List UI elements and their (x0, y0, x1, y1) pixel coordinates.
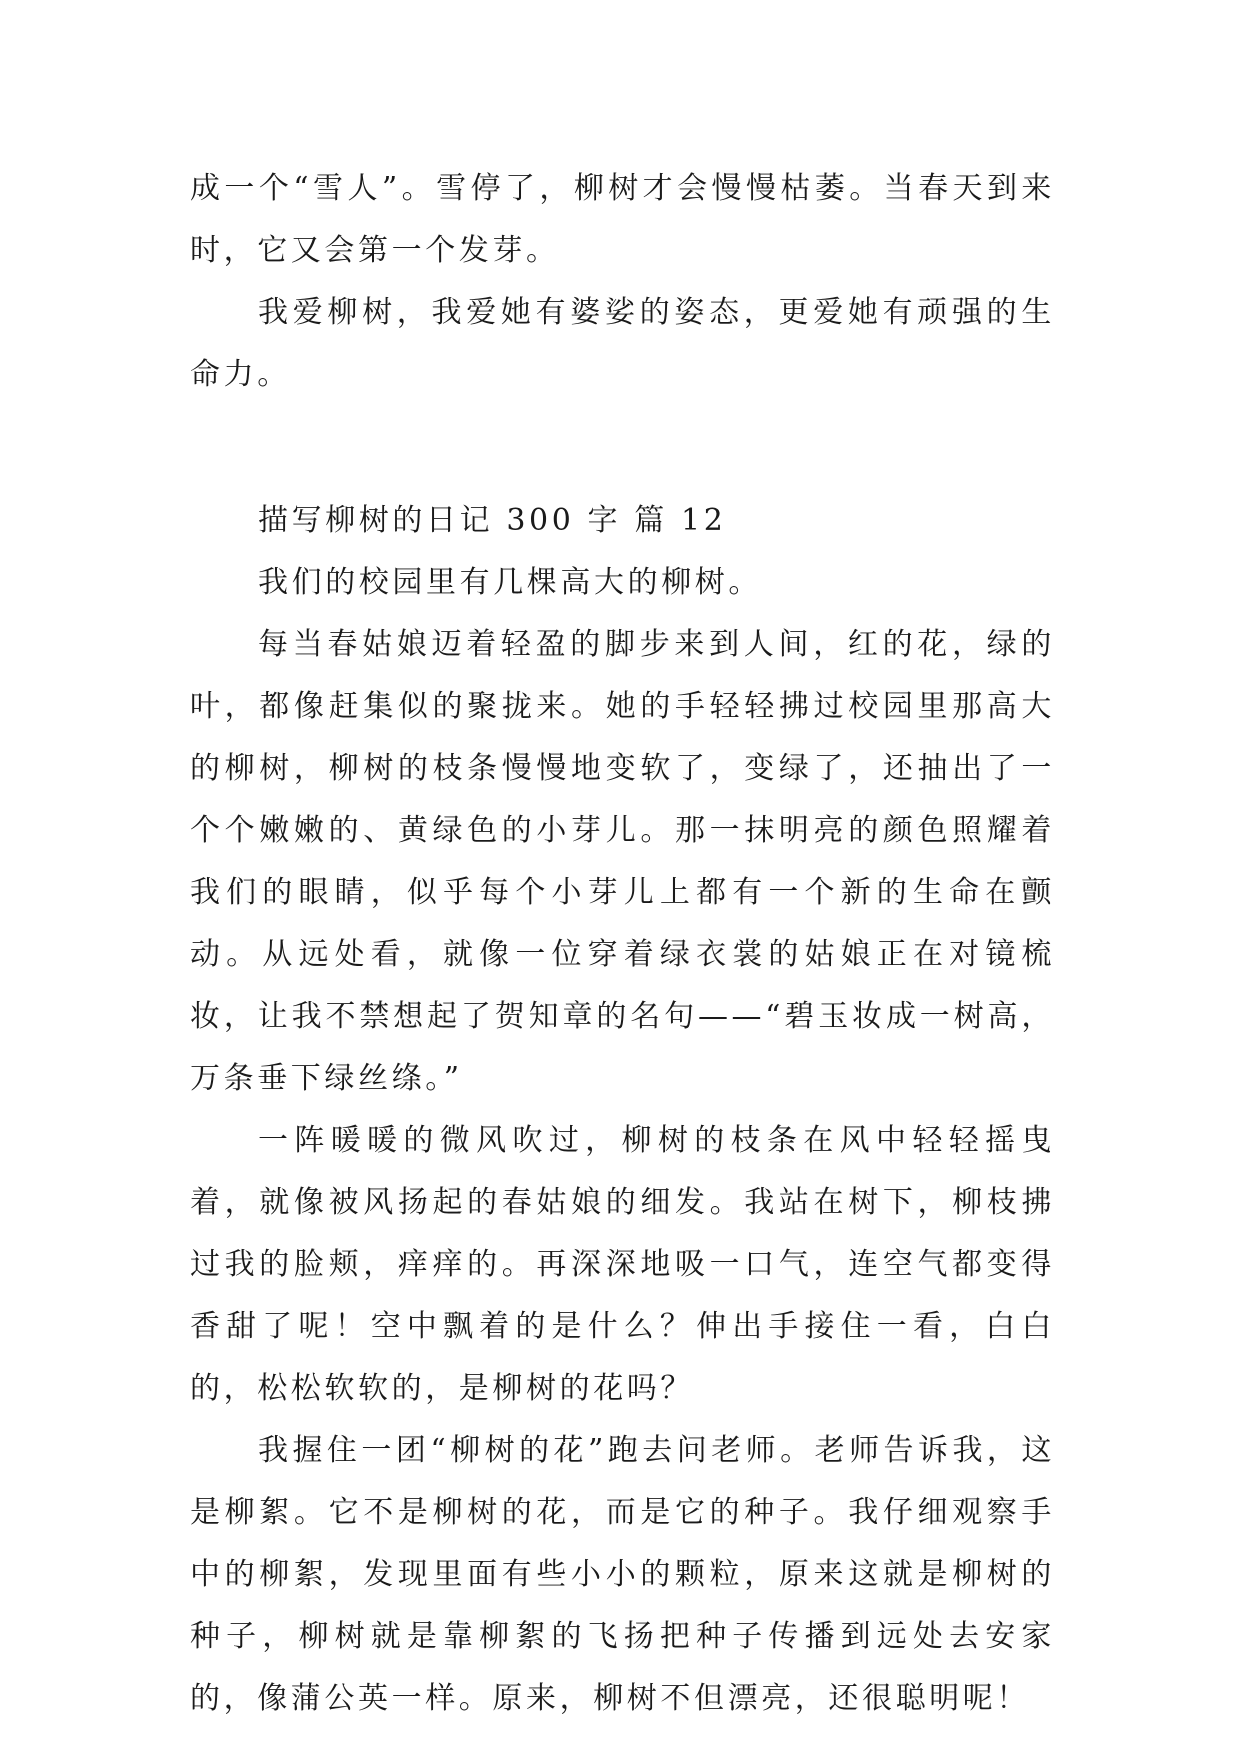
paragraph-continued: 成一个“雪人”。雪停了，柳树才会慢慢枯萎。当春天到来时，它又会第一个发芽。 (190, 171, 1055, 268)
paragraph-intro: 我们的校园里有几棵高大的柳树。 (258, 565, 762, 600)
paragraph-catkins: 我握住一团“柳树的花”跑去问老师。老师告诉我，这是柳絮。它不是柳树的花，而是它的种子。我仔细观察手中的柳絮，发现里面有些小小的颗粒，原来这就是柳树的种子，柳树就是靠柳絮的飞扬把种子传播到远处去安家的，像蒲公英一样。原来，柳树不但漂亮，还很聪明呢！ (190, 1433, 1055, 1716)
paragraph-breeze: 一阵暖暖的微风吹过，柳树的枝条在风中轻轻摇曳着，就像被风扬起的春姑娘的细发。我站在树下，柳枝拂过我的脸颊，痒痒的。再深深地吸一口气，连空气都变得香甜了呢！空中飘着的是什么？伸出手接住一看，白白的，松松软软的，是柳树的花吗？ (190, 1123, 1055, 1406)
paragraph-spring: 每当春姑娘迈着轻盈的脚步来到人间，红的花，绿的叶，都像赶集似的聚拢来。她的手轻轻拂过校园里那高大的柳树，柳树的枝条慢慢地变软了，变绿了，还抽出了一个个嫩嫩的、黄绿色的小芽儿。那一抹明亮的颜色照耀着我们的眼睛，似乎每个小芽儿上都有一个新的生命在颤动。从远处看，就像一位穿着绿衣裳的姑娘正在对镜梳妆，让我不禁想起了贺知章的名句——“碧玉妆成一树高，万条垂下绿丝绦。” (190, 627, 1055, 1096)
section-title: 描写柳树的日记 300 字 篇 12 (258, 503, 727, 538)
document-body (190, 158, 1055, 1730)
paragraph-conclusion: 我爱柳树，我爱她有婆娑的姿态，更爱她有顽强的生命力。 (190, 295, 1055, 392)
